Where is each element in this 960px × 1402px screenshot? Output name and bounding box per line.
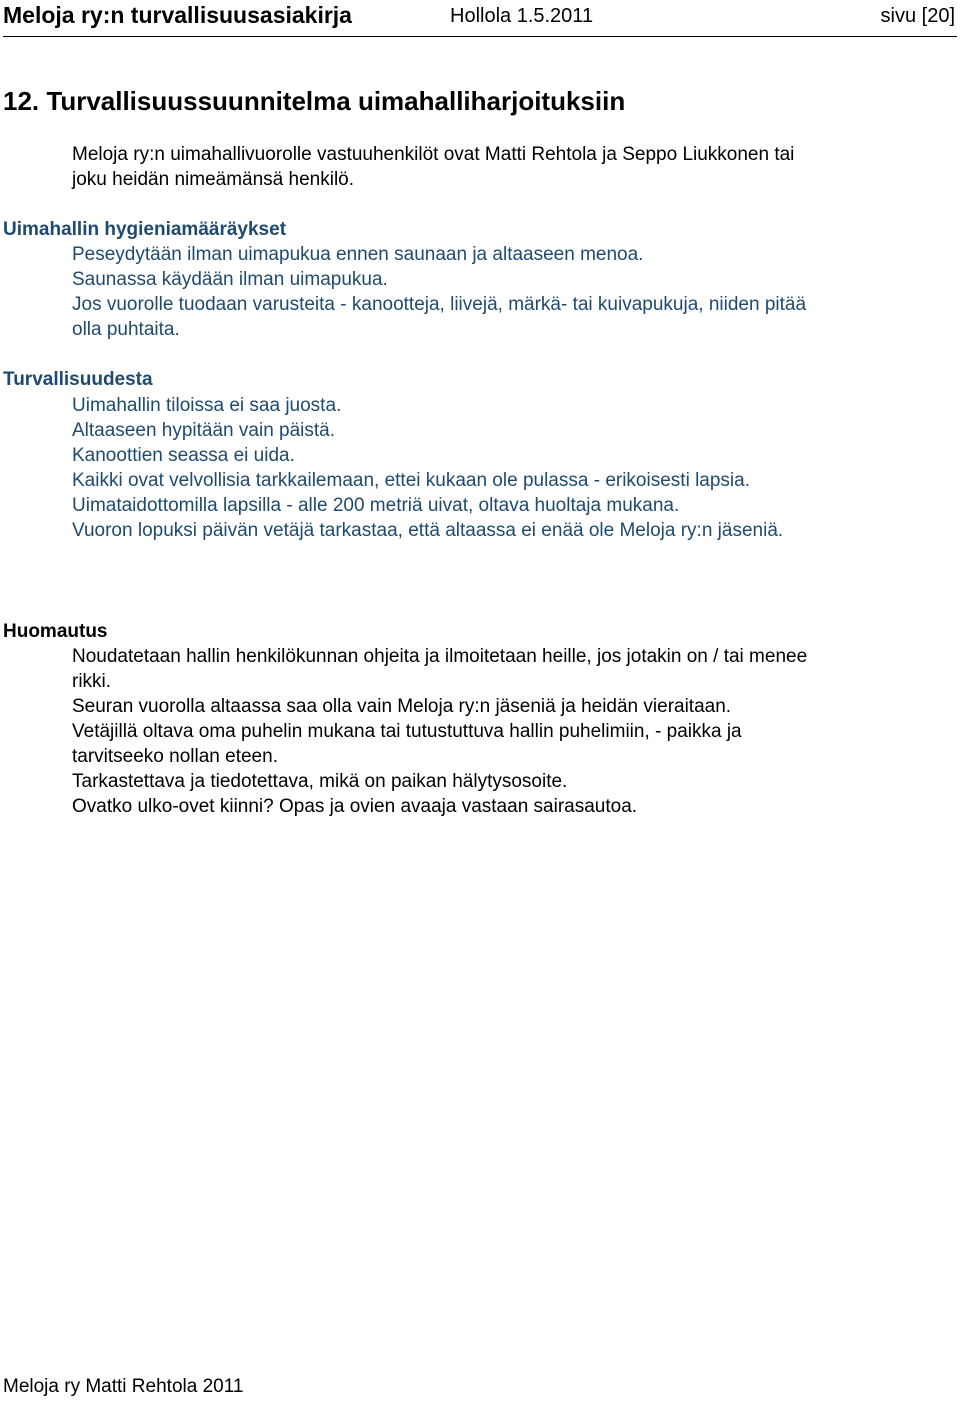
list-item: Saunassa käydään ilman uimapukua. — [72, 269, 388, 290]
document-title: Meloja ry:n turvallisuusasiakirja — [3, 2, 352, 28]
page-footer: Meloja ry Matti Rehtola 2011 — [3, 1376, 244, 1397]
safety-heading: Turvallisuudesta — [3, 369, 153, 390]
list-item: Uimahallin tiloissa ei saa juosta. — [72, 395, 342, 416]
page-header — [3, 2, 957, 37]
list-item: Vuoron lopuksi päivän vetäjä tarkastaa, että altaassa ei enää ole Meloja ry:n jäseniä. — [72, 520, 784, 541]
list-item: Kaikki ovat velvollisia tarkkailemaan, ettei kukaan ole pulassa - erikoisesti lapsia. — [72, 470, 750, 491]
list-item: Seuran vuorolla altaassa saa olla vain Meloja ry:n jäseniä ja heidän vieraitaan. — [72, 696, 732, 717]
place-date: Hollola 1.5.2011 — [450, 5, 594, 27]
list-item: Tarkastettava ja tiedotettava, mikä on paikan hälytysosoite. — [72, 771, 568, 792]
intro-paragraph: Meloja ry:n uimahallivuorolle vastuuhenkilöt ovat Matti Rehtola ja Seppo Liukkonen tai joku heidän nimeämänsä henkilö. — [72, 144, 795, 190]
list-item: Jos vuorolle tuodaan varusteita - kanootteja, liivejä, märkä- tai kuivapukuja, niiden pitää olla puhtaita. — [72, 294, 807, 340]
page-number: sivu [20] — [880, 5, 955, 27]
list-item: Kanoottien seassa ei uida. — [72, 445, 295, 466]
list-item: Ovatko ulko-ovet kiinni? Opas ja ovien avaaja vastaan sairasautoa. — [72, 796, 638, 817]
section-heading: 12. Turvallisuussuunnitelma uimahalliharjoituksiin — [3, 86, 626, 116]
hygiene-heading: Uimahallin hygieniamääräykset — [3, 219, 287, 240]
list-item: Vetäjillä oltava oma puhelin mukana tai tutustuttuva hallin puhelimiin, - paikka ja tarvitseeko nollan eteen. — [72, 721, 742, 767]
list-item: Peseydytään ilman uimapukua ennen saunaan ja altaaseen menoa. — [72, 244, 644, 265]
safety-list — [72, 393, 832, 543]
hygiene-list — [72, 242, 832, 342]
notice-list — [72, 644, 832, 819]
list-item: Noudatetaan hallin henkilökunnan ohjeita ja ilmoitetaan heille, jos jotakin on / tai menee rikki. — [72, 646, 808, 692]
notice-heading: Huomautus — [3, 621, 108, 642]
list-item: Uimataidottomilla lapsilla - alle 200 metriä uivat, oltava huoltaja mukana. — [72, 495, 680, 516]
list-item: Altaaseen hypitään vain päistä. — [72, 420, 336, 441]
